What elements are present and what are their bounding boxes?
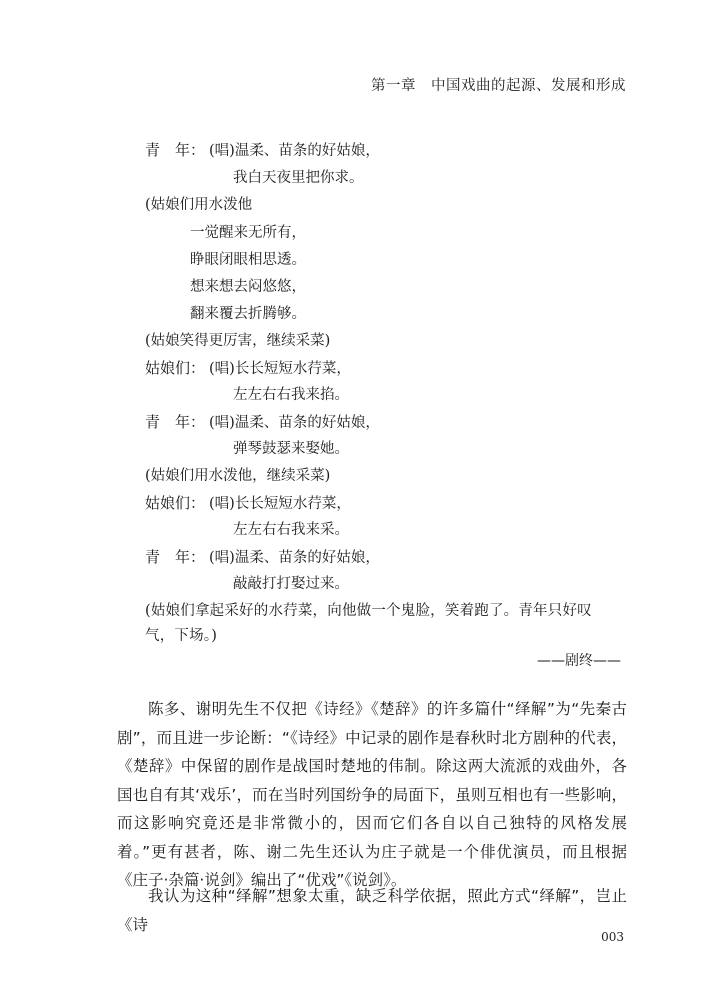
page-number: 003 — [601, 930, 624, 944]
speaker-label: 青 年： — [145, 548, 206, 566]
speaker-label: 姑娘们： — [145, 494, 206, 512]
speaker-label: 姑娘们： — [145, 359, 206, 377]
speech-text: (唱)长长短短水荇菜， — [209, 361, 351, 377]
stage-direction: (姑娘们拿起采好的水荇菜，向他做一个鬼脸，笑着跑了。青年只好叹气，下场。) — [145, 603, 592, 644]
stage-direction: (姑娘们用水泼他，继续采菜) — [145, 468, 331, 484]
speaker-label: 青 年： — [145, 141, 206, 159]
speech-text: (唱)温柔、苗条的好姑娘， — [209, 550, 380, 566]
dialogue-line — [145, 547, 380, 567]
stage-direction: (姑娘们用水泼他 — [145, 197, 253, 213]
lyric-line: 一觉醒来无所有， — [190, 225, 306, 241]
speaker-label: 青 年： — [145, 413, 206, 431]
dialogue-line — [145, 140, 380, 160]
dialogue-line — [145, 493, 351, 513]
lyric-line: 敲敲打打娶过来。 — [233, 576, 349, 592]
lyric-line: 我白天夜里把你求。 — [233, 170, 364, 186]
lyric-line: 睁眼闭眼相思透。 — [190, 252, 306, 268]
lyric-line: 左左右右我来采。 — [233, 522, 349, 538]
speech-text: (唱)温柔、苗条的好姑娘， — [209, 415, 380, 431]
lyric-line: 左左右右我来掐。 — [233, 387, 349, 403]
dialogue-line — [145, 412, 380, 432]
lyric-line: 翻来覆去折腾够。 — [190, 306, 306, 322]
speech-text: (唱)长长短短水荇菜， — [209, 496, 351, 512]
body-paragraph: 陈多、谢明先生不仅把《诗经》《楚辞》的许多篇什“绎解”为“先秦古剧”，而且进一步论断：“《诗经》中记录的剧作是春秋时北方剧种的代表，《楚辞》中保留的剧作是战国时楚地的伟制。除这两大流派的戏曲外，各国也自有其‘戏乐’，而在当时列国纷争的局面下，虽则互相也有一些影响，而这影响究竟还是非常微小的，因而它们各自以自己独特的风格发展着。”更有甚者，陈、谢二先生还认为庄子就是一个俳优演员，而且根据《庄子·杂篇·说剑》编出了“优戏”《说剑》。 — [117, 700, 627, 889]
lyric-line: 想来想去闷悠悠， — [190, 279, 306, 295]
dialogue-line — [145, 358, 351, 378]
lyric-line: 弹琴鼓瑟来娶她。 — [233, 441, 349, 457]
speech-text: (唱)温柔、苗条的好姑娘， — [209, 143, 380, 159]
body-paragraph: 我认为这种“绎解”想象太重，缺乏科学依据，照此方式“绎解”，岂止《诗 — [117, 887, 627, 934]
running-header: 第一章 中国戏曲的起源、发展和形成 — [371, 78, 626, 94]
stage-direction: (姑娘笑得更厉害，继续采菜) — [145, 333, 331, 349]
end-mark: ——剧终—— — [537, 653, 621, 669]
